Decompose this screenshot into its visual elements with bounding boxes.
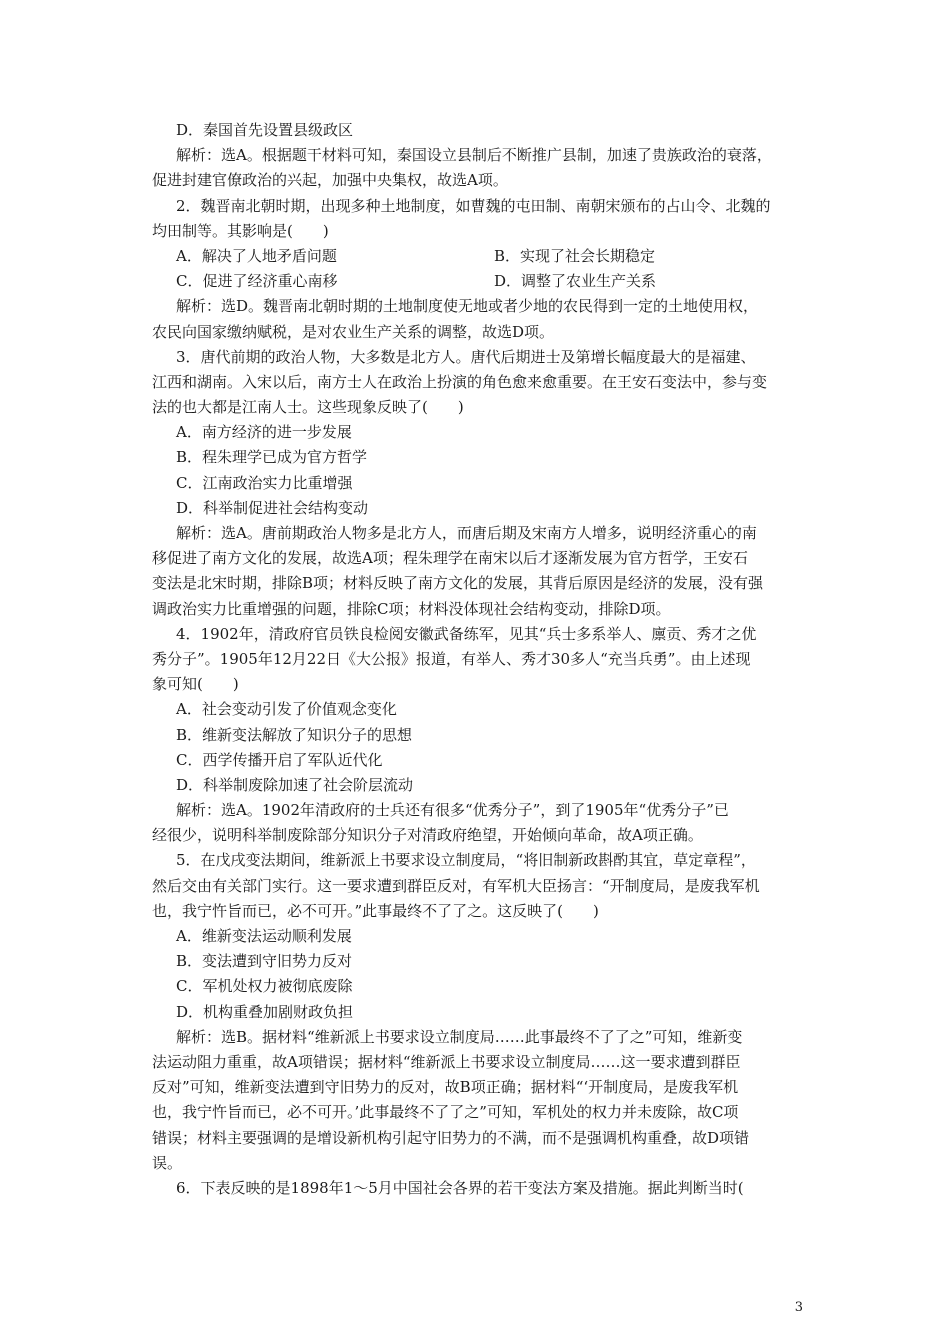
question-2-cont: 均田制等。其影响是( ) bbox=[152, 221, 329, 240]
q2-options-row-1 bbox=[152, 244, 812, 269]
analysis-q3-cont-3: 调政治实力比重增强的问题，排除C项；材料没体现社会结构变动，排除D项。 bbox=[152, 599, 671, 618]
analysis-q1-cont: 促进封建官僚政治的兴起，加强中央集权，故选A项。 bbox=[152, 171, 508, 190]
q2-option-c: C．促进了经济重心南移 bbox=[176, 272, 338, 291]
question-6: 6．下表反映的是1898年1～5月中国社会各界的若干变法方案及措施。据此判断当时( bbox=[176, 1178, 744, 1197]
question-5-cont-1: 然后交由有关部门实行。这一要求遭到群臣反对，有军机大臣扬言：“开制度局，是废我军机 bbox=[152, 876, 760, 895]
q4-option-d: D．科举制废除加速了社会阶层流动 bbox=[176, 775, 414, 794]
q5-option-b: B．变法遭到守旧势力反对 bbox=[176, 952, 353, 971]
analysis-q3-cont-2: 变法是北宋时期，排除B项；材料反映了南方文化的发展，其背后原因是经济的发展，没有强 bbox=[152, 574, 764, 593]
q2-option-b: B．实现了社会长期稳定 bbox=[494, 246, 656, 265]
q2-option-a: A．解决了人地矛盾问题 bbox=[176, 246, 337, 265]
analysis-q5-cont-1: 法运动阻力重重，故A项错误；据材料“维新派上书要求设立制度局……这一要求遭到群臣 bbox=[152, 1052, 741, 1071]
q4-option-b: B．维新变法解放了知识分子的思想 bbox=[176, 725, 413, 744]
q3-option-a: A．南方经济的进一步发展 bbox=[176, 423, 352, 442]
q5-option-c: C．军机处权力被彻底废除 bbox=[176, 977, 353, 996]
q4-option-a: A．社会变动引发了价值观念变化 bbox=[176, 700, 397, 719]
q3-option-c: C．江南政治实力比重增强 bbox=[176, 473, 353, 492]
question-3-cont-1: 江西和湖南。入宋以后，南方士人在政治上扮演的角色愈来愈重要。在王安石变法中，参与变 bbox=[152, 372, 768, 391]
analysis-q4-cont: 经很少，说明科举制废除部分知识分子对清政府绝望，开始倾向革命，故A项正确。 bbox=[152, 826, 703, 845]
option-d-q1: D．秦国首先设置县级政区 bbox=[176, 121, 354, 139]
question-4-cont-1: 秀分子”。1905年12月22日《大公报》报道，有举人、秀才30多人“充当兵勇”。由上述现 bbox=[152, 649, 751, 668]
question-5: 5．在戊戌变法期间，维新派上书要求设立制度局，“将旧制新政斟酌其宜，草定章程”， bbox=[176, 851, 756, 870]
analysis-q1: 解析：选A。根据题干材料可知，秦国设立县制后不断推广县制，加速了贵族政治的衰落， bbox=[176, 146, 772, 165]
question-5-cont-2: 也，我宁忤旨而已，必不可开。”此事最终不了了之。这反映了( ) bbox=[152, 901, 599, 920]
question-3: 3．唐代前期的政治人物，大多数是北方人。唐代后期进士及第增长幅度最大的是福建、 bbox=[176, 347, 756, 366]
page-number: 3 bbox=[794, 1300, 803, 1315]
analysis-q2-cont: 农民向国家缴纳赋税，是对农业生产关系的调整，故选D项。 bbox=[152, 322, 555, 341]
analysis-q2: 解析：选D。魏晋南北朝时期的土地制度使无地或者少地的农民得到一定的土地使用权， bbox=[176, 297, 759, 316]
q5-option-d: D．机构重叠加剧财政负担 bbox=[176, 1002, 354, 1021]
question-4-cont-2: 象可知( ) bbox=[152, 675, 239, 694]
q3-option-d: D．科举制促进社会结构变动 bbox=[176, 498, 369, 517]
question-4: 4．1902年，清政府官员铁良检阅安徽武备练军，见其“兵士多系举人、廪贡、秀才之优 bbox=[176, 624, 757, 643]
analysis-q5: 解析：选B。据材料“维新派上书要求设立制度局……此事最终不了了之”可知，维新变 bbox=[176, 1027, 743, 1046]
q5-option-a: A．维新变法运动顺利发展 bbox=[176, 927, 352, 945]
question-2: 2．魏晋南北朝时期，出现多种土地制度，如曹魏的屯田制、南朝宋颁布的占山令、北魏的 bbox=[176, 196, 771, 215]
page-content bbox=[152, 118, 812, 1201]
analysis-q5-cont-4: 错误；材料主要强调的是增设新机构引起守旧势力的不满，而不是强调机构重叠，故D项错 bbox=[152, 1128, 750, 1147]
analysis-q5-cont-5: 误。 bbox=[152, 1153, 183, 1172]
analysis-q5-cont-2: 反对”可知，维新变法遭到守旧势力的反对，故B项正确；据材料“‘开制度局，是废我军机 bbox=[152, 1078, 739, 1097]
analysis-q3: 解析：选A。唐前期政治人物多是北方人，而唐后期及宋南方人增多，说明经济重心的南 bbox=[176, 524, 757, 542]
analysis-q4: 解析：选A。1902年清政府的士兵还有很多“优秀分子”，到了1905年“优秀分子”已 bbox=[176, 801, 729, 820]
question-3-cont-2: 法的也大都是江南人士。这些现象反映了( ) bbox=[152, 398, 464, 417]
q3-option-b: B．程朱理学已成为官方哲学 bbox=[176, 448, 368, 467]
q2-options-row-2 bbox=[152, 269, 812, 294]
analysis-q3-cont-1: 移促进了南方文化的发展，故选A项；程朱理学在南宋以后才逐渐发展为官方哲学，王安石 bbox=[152, 549, 748, 568]
q2-option-d: D．调整了农业生产关系 bbox=[494, 272, 657, 291]
q4-option-c: C．西学传播开启了军队近代化 bbox=[176, 750, 383, 769]
analysis-q5-cont-3: 也，我宁忤旨而已，必不可开。’此事最终不了了之”可知，军机处的权力并未废除，故C项 bbox=[152, 1103, 739, 1122]
